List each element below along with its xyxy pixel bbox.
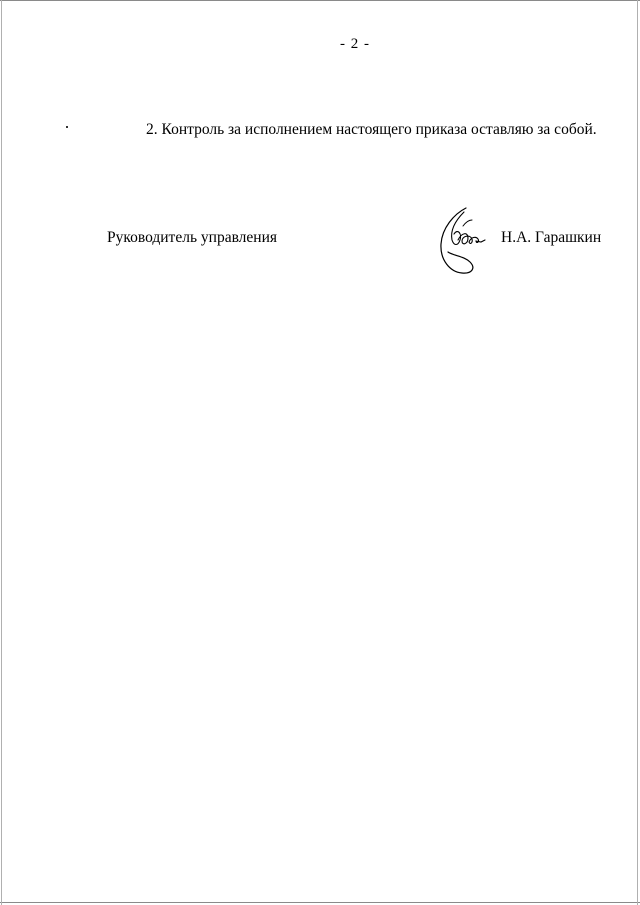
page-border-top [0, 0, 640, 1]
page-border-left [1, 0, 2, 905]
handwritten-signature [436, 206, 486, 278]
scan-artifact-dot [66, 126, 68, 128]
order-paragraph: 2. Контроль за исполнением настоящего приказа оставляю за собой. [146, 121, 597, 138]
page-number: - 2 - [340, 36, 370, 52]
signer-position-title: Руководитель управления [107, 229, 278, 246]
page-border-bottom [0, 902, 640, 903]
signer-name: Н.А. Гарашкин [501, 229, 602, 246]
page-border-right [637, 0, 638, 905]
